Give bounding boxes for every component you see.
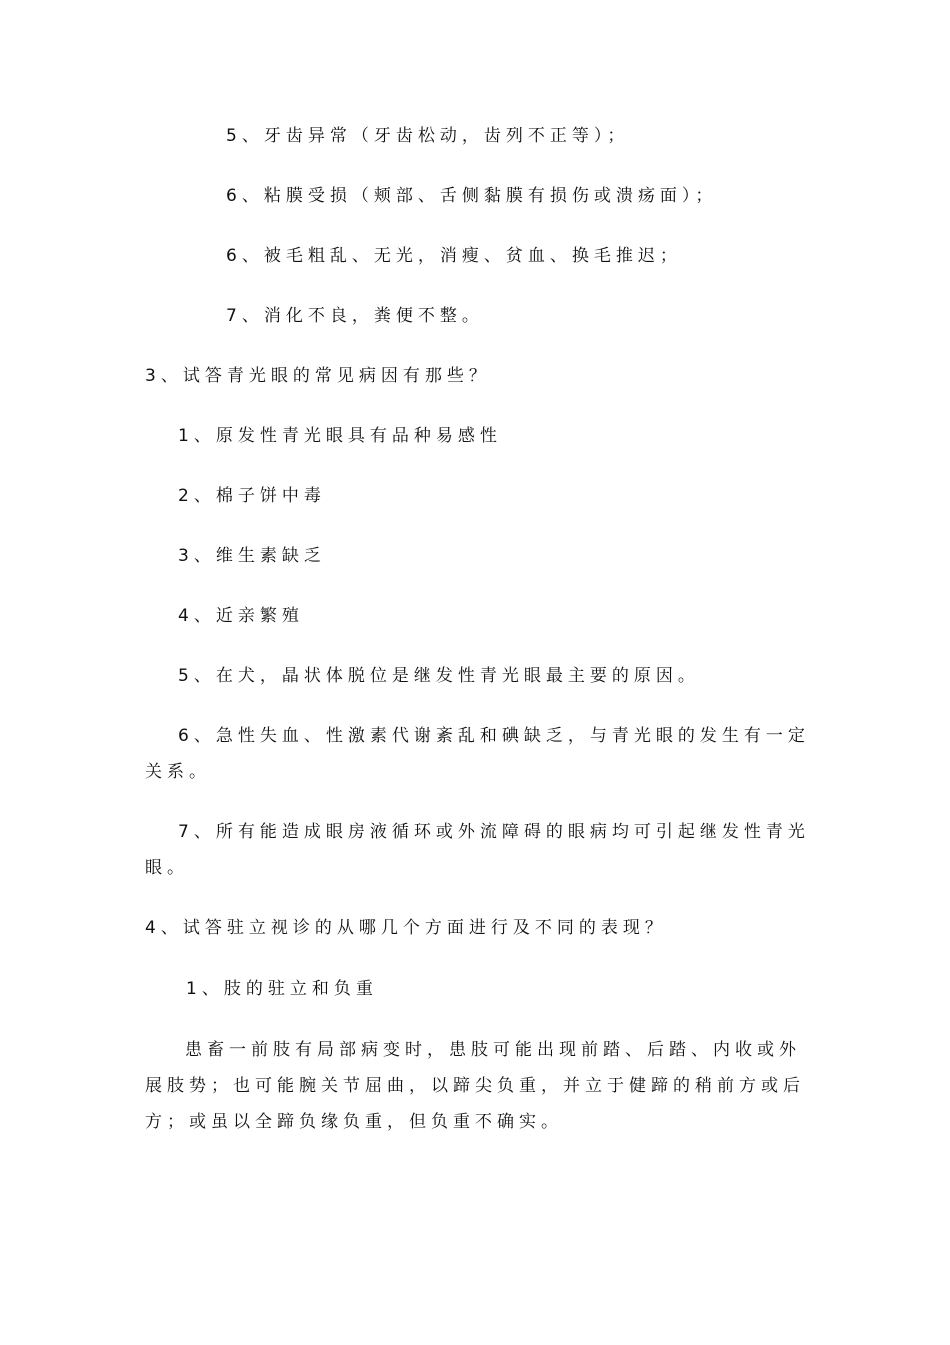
list-item: 5、牙齿异常（牙齿松动，齿列不正等）； — [226, 126, 630, 146]
list-item: 1、原发性青光眼具有品种易感性 — [178, 426, 502, 446]
list-item: 1、肢的驻立和负重 — [186, 979, 378, 999]
paragraph: 7、所有能造成眼房液循环或外流障碍的眼病均可引起继发性青光眼。 — [145, 822, 810, 878]
list-item: 2、棉子饼中毒 — [178, 486, 326, 506]
question-heading: 3、试答青光眼的常见病因有那些？ — [145, 366, 491, 386]
list-item: 4、近亲繁殖 — [178, 606, 304, 626]
list-item: 5、在犬，晶状体脱位是继发性青光眼最主要的原因。 — [178, 666, 700, 686]
paragraph: 6、急性失血、性激素代谢紊乱和碘缺乏，与青光眼的发生有一定关系。 — [145, 726, 810, 782]
list-item: 6、粘膜受损（颊部、舌侧黏膜有损伤或溃疡面）； — [226, 186, 718, 206]
list-item: 7、消化不良，粪便不整。 — [226, 306, 484, 326]
question-heading: 4、试答驻立视诊的从哪几个方面进行及不同的表现？ — [145, 918, 667, 938]
list-item: 3、维生素缺乏 — [178, 546, 326, 566]
list-item: 6、被毛粗乱、无光，消瘦、贫血、换毛推迟； — [226, 246, 682, 266]
paragraph: 患畜一前肢有局部病变时，患肢可能出现前踏、后踏、内收或外展肢势；也可能腕关节屈曲，以蹄尖负重，并立于健蹄的稍前方或后方；或虽以全蹄负缘负重，但负重不确实。 — [145, 1040, 805, 1132]
